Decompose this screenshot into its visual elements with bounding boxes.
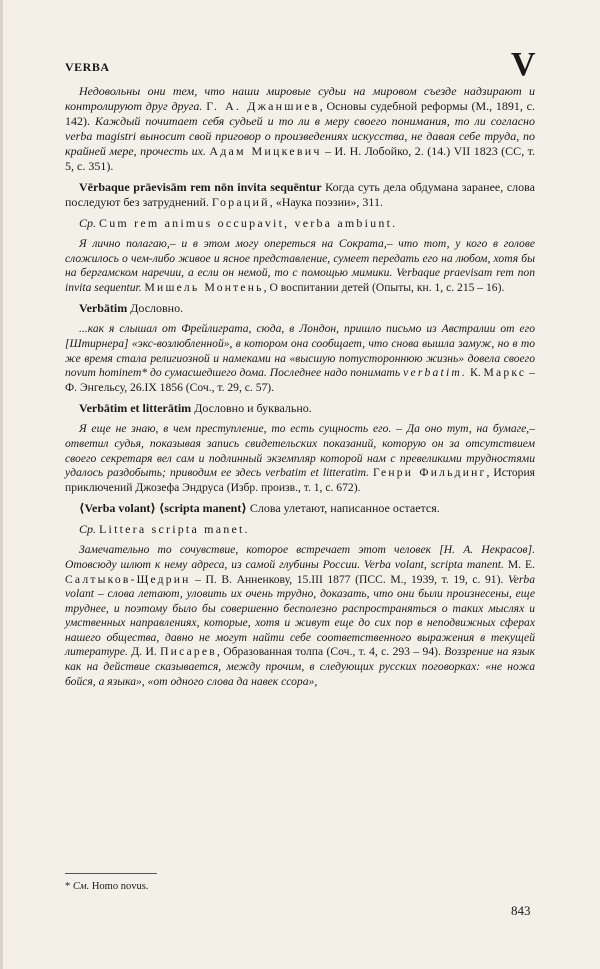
text-run: Дословно. — [127, 301, 184, 316]
section-letter: V — [511, 46, 536, 83]
paragraph — [65, 180, 535, 210]
paragraph — [65, 322, 535, 395]
paragraph — [65, 84, 535, 174]
text-run: ...как я слышал от Фрейлиграта, сюда, в Лондон, пришло письмо из Австралии от его [Штирнера] «экс-возлюбленной», в котором она сообщает, что снова вышла замуж, но в то же время стала религиозной и намеками на «высшую потустороннюю жизнь» довела своего novum hominem* до сумасшедшего дома. Последнее надо понимать — [65, 322, 535, 380]
paragraph — [65, 422, 535, 495]
page-header — [3, 48, 600, 88]
text-run: Маркс — [483, 366, 527, 380]
text-run: Слова улетают, написанное остается. — [246, 501, 440, 516]
running-head: VERBA — [65, 60, 110, 74]
text-run: Воззрение на язык как на действие сказывается, между прочим, в следующих русских поговорках: «не ножа бойся, а языка», «от одного слова да навек ссора», — [65, 645, 536, 688]
text-run: Г. А. Джаншиев — [206, 99, 320, 113]
page-number: 843 — [511, 903, 531, 918]
paragraph — [65, 301, 535, 316]
footnote-label: См. — [72, 881, 90, 892]
text-run: , Основы судебной реформы (М., 1891, с. 142). — [65, 99, 536, 128]
text-run: Когда суть дела обдумана заранее, слова последуют без затруднений. — [65, 180, 536, 209]
text-run: Verbātim et litterātim — [79, 401, 192, 416]
text-run: Я еще не знаю, в чем преступление, то есть сущность его. – Да оно тут, на бумаге,– ответил судья, показывая запись свидетельских показаний, которую он за отсутствием своего секретаря вел сам и подлинный экземпляр которой нам с превеликими трудностями удалось раздобыть; приводим ее здесь verbatim et litteratim. — [65, 422, 535, 480]
text-run: Verbātim — [79, 301, 128, 316]
text-run: – Ф. Энгельсу, 26.IX 1856 (Соч., т. 29, с. 57). — [65, 366, 535, 394]
paragraph — [65, 522, 535, 537]
text-run: Адам Мицкевич — [209, 144, 322, 158]
text-run: verbatim. — [403, 366, 468, 380]
footnote-mark: * — [65, 881, 71, 892]
text-run: Vērbaque prāevisām rem nōn invita sequēntur — [79, 180, 322, 194]
paragraph — [65, 501, 535, 516]
footnote — [65, 881, 148, 892]
text-run: Littera scripta manet. — [99, 522, 250, 537]
paragraph — [65, 543, 535, 689]
text-run: Мишель Монтень — [144, 280, 264, 294]
text-run: , История приключений Джозефа Эндруса (Избр. произв., т. 1, с. 672). — [65, 466, 535, 494]
text-run: Дословно и буквально. — [191, 401, 312, 416]
text-run: , Образованная толпа (Соч., т. 4, с. 293 – 94). — [216, 645, 445, 659]
text-run: Verba volant – слова летают, уловить их очень трудно, доказать, что они были произнесены, еще труднее, и поэтому было бы совершенно бесполезно распространяться о таких мыслях и умственных направлениях, которые, хотя и живут еще до сих пор в неподвижных сферах нашего общества, давно не могут найти себе соответственного выражения в текущей литературе. — [65, 572, 535, 659]
paragraph — [65, 216, 535, 231]
text-run: К. — [467, 366, 484, 380]
text-run: Я лично полагаю,– и в этом могу опереться на Сократа,– что тот, у кого в голове сложилось о чем-либо живое и ясное представление, сумеет передать его на любом, хотя бы на бергамском наречии, а если он немой, то с помощью мимики. Verbaque praevisam rem non invita sequentur. — [65, 237, 535, 294]
text-run: Замечательно то сочувствие, которое встречает этот человек [Н. А. Некрасов]. Отовсюду шлют к нему адреса, из самой глубины России. Verba volant, scripta manent. — [65, 543, 535, 571]
text-run: Писарев — [160, 645, 217, 659]
text-run: , О воспитании детей (Опыты, кн. 1, с. 215 – 16). — [263, 280, 505, 294]
text-run: Генри Фильдинг — [372, 466, 487, 480]
text-run: Каждый почитает себя судьей и то ли в меру своего понимания, то ли согласно verba magistri выносит свой приговор о произведениях искусства, не давая себе труда, по крайней мере, прочесть их. — [65, 114, 535, 158]
text-run: , «Наука поэзии», 311. — [269, 195, 383, 209]
text-run: Ср. — [79, 216, 97, 230]
text-run: – П. В. Анненкову, 15.III 1877 (ПСС. М., 1939, т. 19, с. 91). — [190, 572, 508, 586]
text-run: ⟨Verba volant⟩ ⟨scripta manent⟩ — [79, 501, 247, 516]
page-body — [65, 84, 535, 695]
footnote-text: Homo novus. — [91, 881, 149, 892]
text-run: Недовольны они тем, что наши мировые судьи на мировом съезде надзирают и контролируют друг друга. — [65, 84, 535, 113]
paragraph — [65, 237, 535, 295]
footnote-rule — [65, 873, 157, 874]
text-run: М. Е. — [503, 557, 536, 571]
paragraph — [65, 401, 535, 416]
text-run: Гораций — [211, 195, 270, 209]
text-run: Ср. — [79, 522, 97, 537]
text-run: – И. Н. Лобойко, 2. (14.) VII 1823 (СС, т. 5, с. 351). — [65, 144, 535, 173]
text-run: Cum rem animus occupavit, verba ambiunt. — [99, 216, 398, 230]
text-run: Д. И. — [127, 645, 161, 659]
text-run: Салтыков-Щедрин — [65, 572, 191, 586]
